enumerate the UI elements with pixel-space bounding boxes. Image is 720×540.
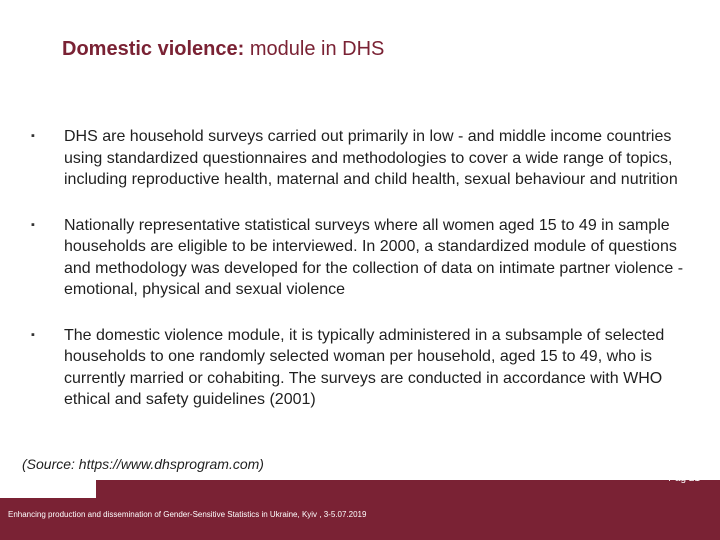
bullet-text: The domestic violence module, it is typically administered in a subsample of selected households to one randomly selected woman per household, aged 15 to 49, who is currently married or cohabiting. The surveys are conducted in accordance with WHO ethical and safety guidelines (2001) xyxy=(64,326,665,408)
bullet-square-icon: ▪ xyxy=(31,218,35,231)
bullet-list xyxy=(28,126,688,435)
bullet-square-icon: ▪ xyxy=(31,130,35,142)
source-citation: (Source: https://www.dhsprogram.com) xyxy=(22,456,264,472)
bullet-square-icon: ▪ xyxy=(31,328,35,341)
page-number: Pag 21 xyxy=(668,473,700,484)
slide-title xyxy=(62,38,384,61)
slide-title-bold: Domestic violence: xyxy=(62,38,245,60)
footer-bar-left xyxy=(0,498,96,540)
footer-bar xyxy=(0,473,720,540)
bullet-item xyxy=(28,126,688,191)
slide-title-rest: module in DHS xyxy=(244,38,385,60)
bullet-item xyxy=(28,215,688,301)
bullet-text: Nationally representative statistical surveys where all women aged 15 to 49 in sample households are eligible to be interviewed. In 2000, a standardized module of questions and methodology was developed for the collection of data on intimate partner violence - emotional, physical and sexual violence xyxy=(64,216,684,298)
bullet-item xyxy=(28,325,688,411)
bullet-text: DHS are household surveys carried out primarily in low - and middle income countries using standardized questionnaires and methodologies to cover a wide range of topics, including reproductive health, maternal and child health, sexual behaviour and nutrition xyxy=(64,128,678,188)
footer-text: Enhancing production and dissemination of Gender-Sensitive Statistics in Ukraine, Kyiv , 3-5.07.2019 xyxy=(8,510,367,519)
